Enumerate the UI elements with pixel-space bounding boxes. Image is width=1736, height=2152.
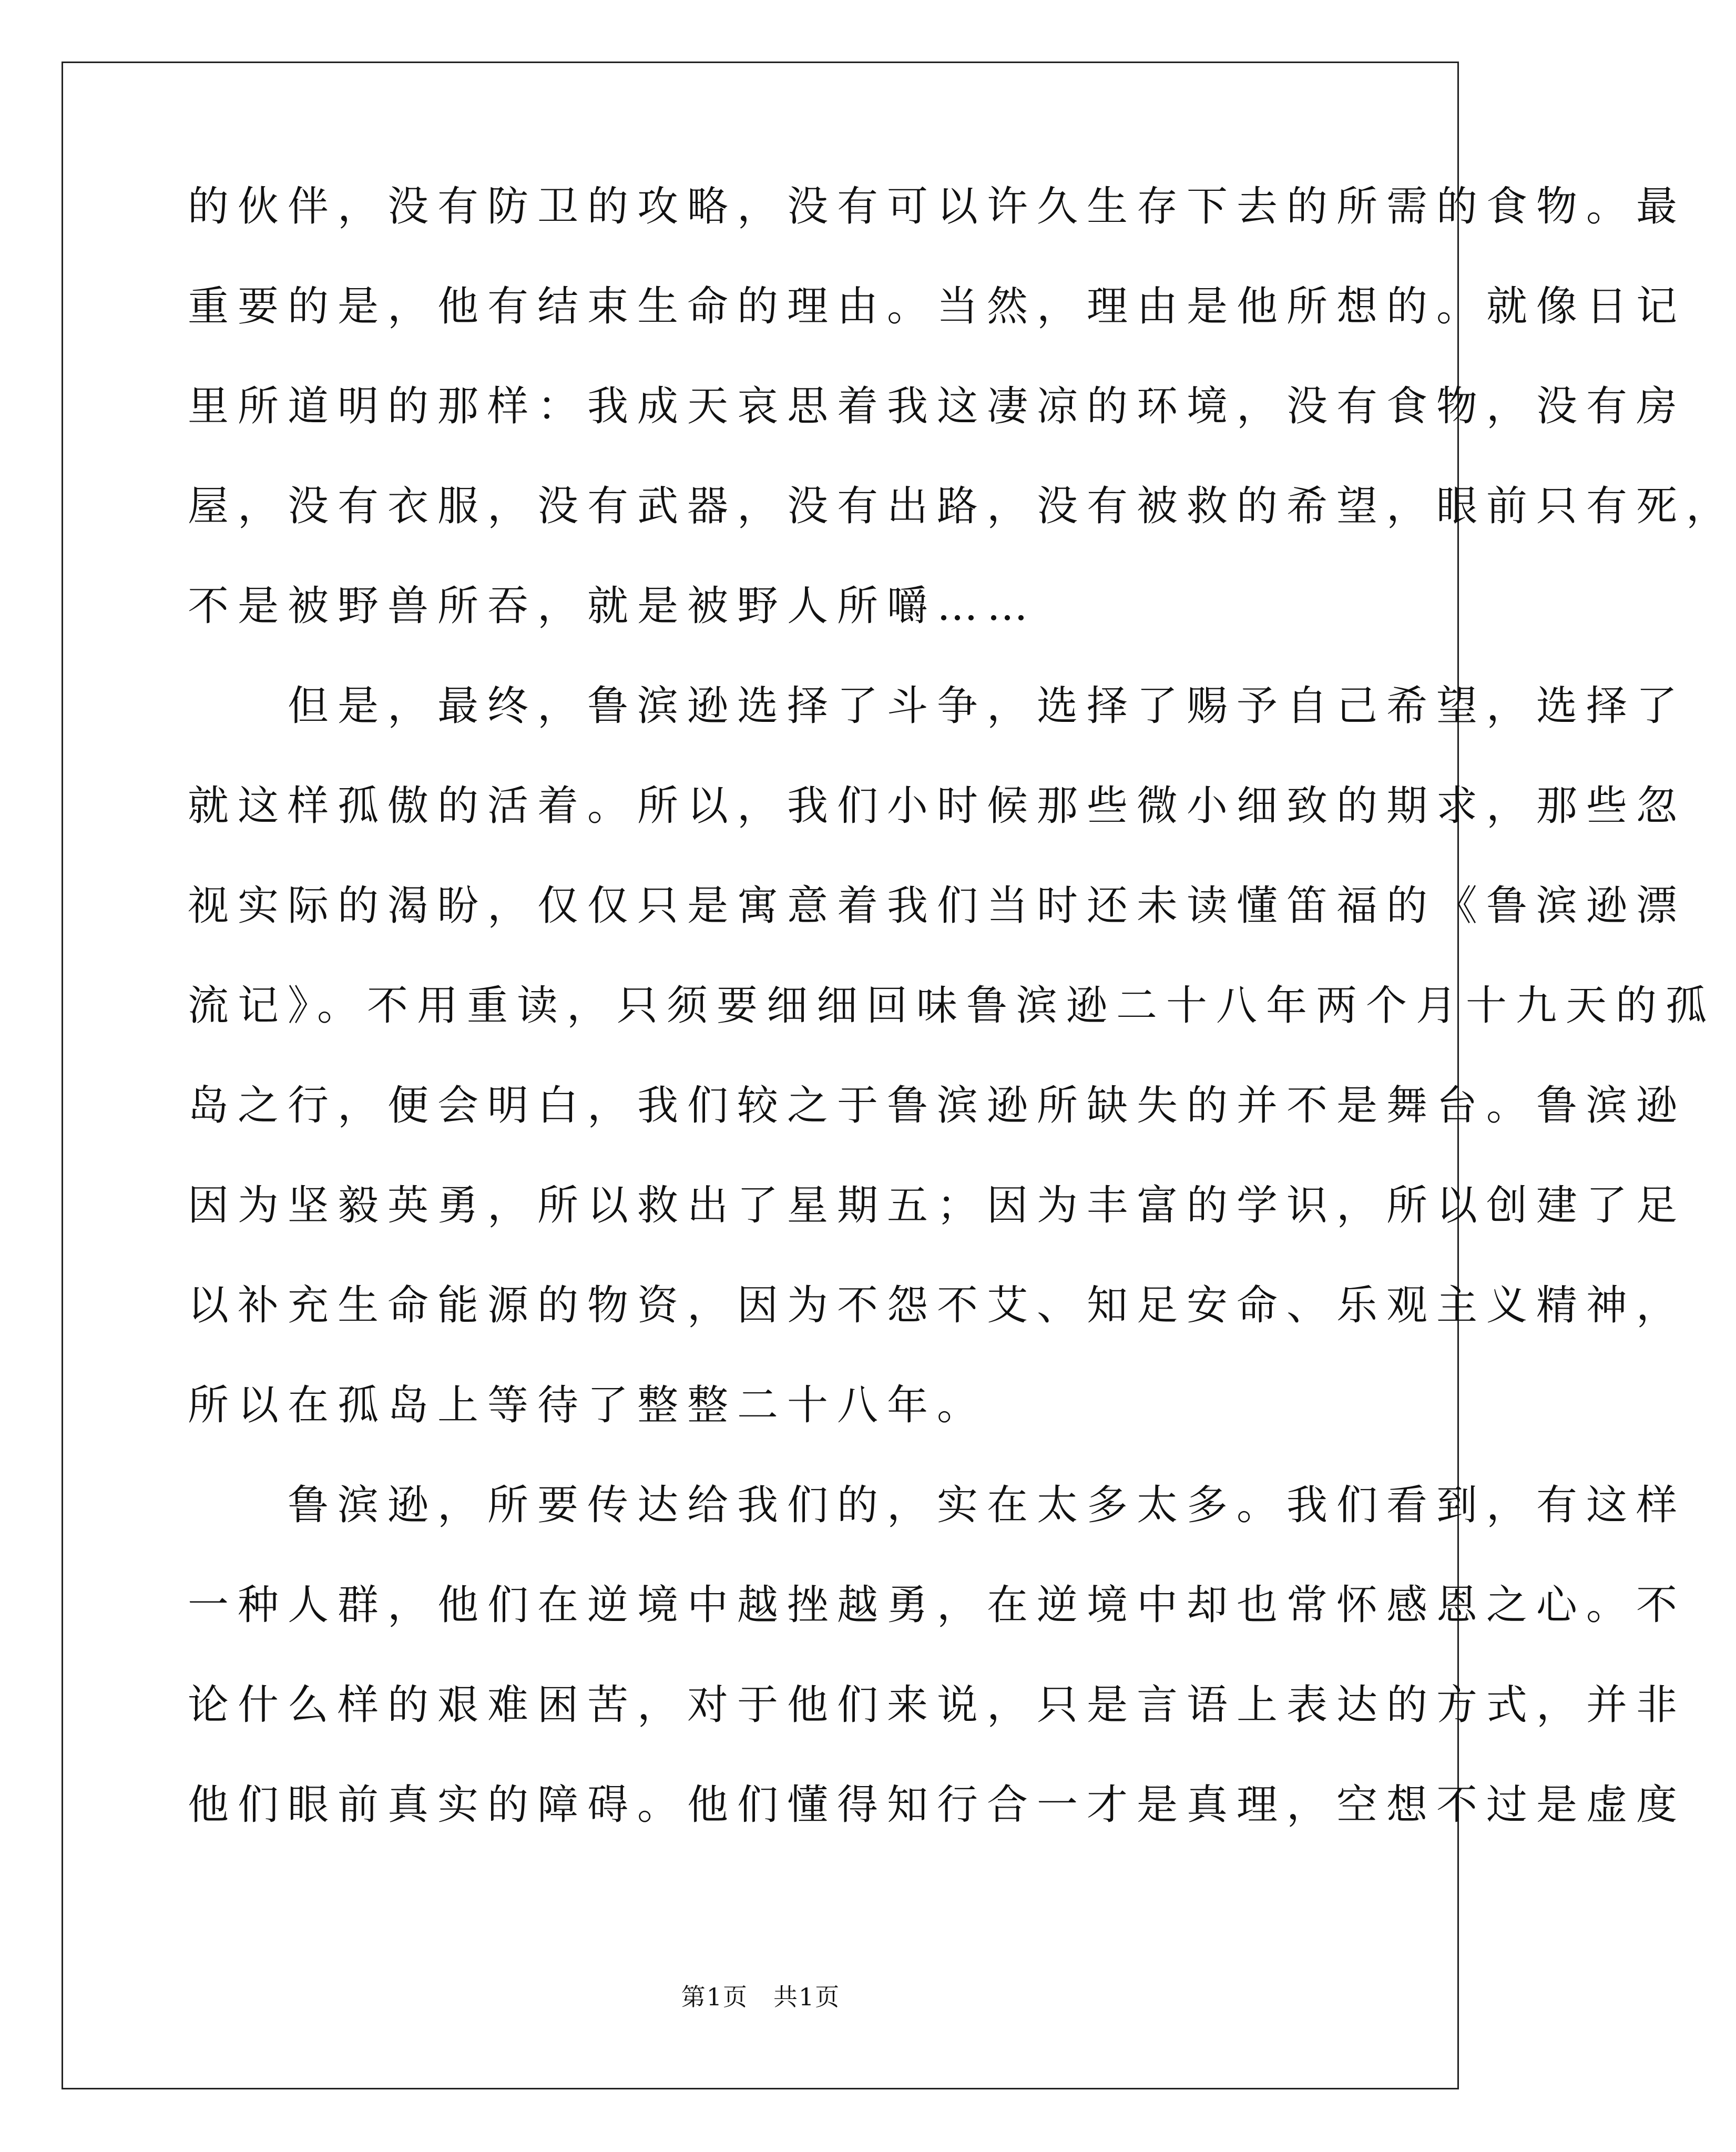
text-line: 重要的是，他有结束生命的理由。当然，理由是他所想的。就像日记 bbox=[188, 283, 1687, 330]
text-line: 的伙伴，没有防卫的攻略，没有可以许久生存下去的所需的食物。最 bbox=[188, 183, 1687, 230]
text-line: 不是被野兽所吞，就是被野人所嚼…… bbox=[188, 583, 1037, 630]
text-line: 岛之行，便会明白，我们较之于鲁滨逊所缺失的并不是舞台。鲁滨逊 bbox=[188, 1082, 1687, 1129]
text-line: 以补充生命能源的物资，因为不怨不艾、知足安命、乐观主义精神， bbox=[188, 1282, 1687, 1329]
text-line: 但是，最终，鲁滨逊选择了斗争，选择了赐予自己希望，选择了 bbox=[188, 682, 1687, 730]
text-line: 一种人群，他们在逆境中越挫越勇，在逆境中却也常怀感恩之心。不 bbox=[188, 1582, 1687, 1629]
text-line: 因为坚毅英勇，所以救出了星期五；因为丰富的学识，所以创建了足 bbox=[188, 1182, 1687, 1229]
text-line: 里所道明的那样：我成天哀思着我这凄凉的环境，没有食物，没有房 bbox=[188, 383, 1687, 430]
text-line: 论什么样的艰难困苦，对于他们来说，只是言语上表达的方式，并非 bbox=[188, 1681, 1687, 1729]
text-line: 他们眼前真实的障碍。他们懂得知行合一才是真理，空想不过是虚度 bbox=[188, 1781, 1687, 1829]
text-line: 屋，没有衣服，没有武器，没有出路，没有被救的希望，眼前只有死， bbox=[188, 483, 1736, 530]
text-line: 视实际的渴盼，仅仅只是寓意着我们当时还未读懂笛福的《鲁滨逊漂 bbox=[188, 882, 1687, 930]
text-line: 就这样孤傲的活着。所以，我们小时候那些微小细致的期求，那些忽 bbox=[188, 782, 1687, 830]
page-number: 第1页 共1页 bbox=[681, 1983, 841, 2011]
text-line: 鲁滨逊，所要传达给我们的，实在太多太多。我们看到，有这样 bbox=[188, 1482, 1687, 1529]
text-line: 流记》。不用重读，只须要细细回味鲁滨逊二十八年两个月十九天的孤 bbox=[188, 982, 1716, 1029]
text-line: 所以在孤岛上等待了整整二十八年。 bbox=[188, 1382, 987, 1429]
